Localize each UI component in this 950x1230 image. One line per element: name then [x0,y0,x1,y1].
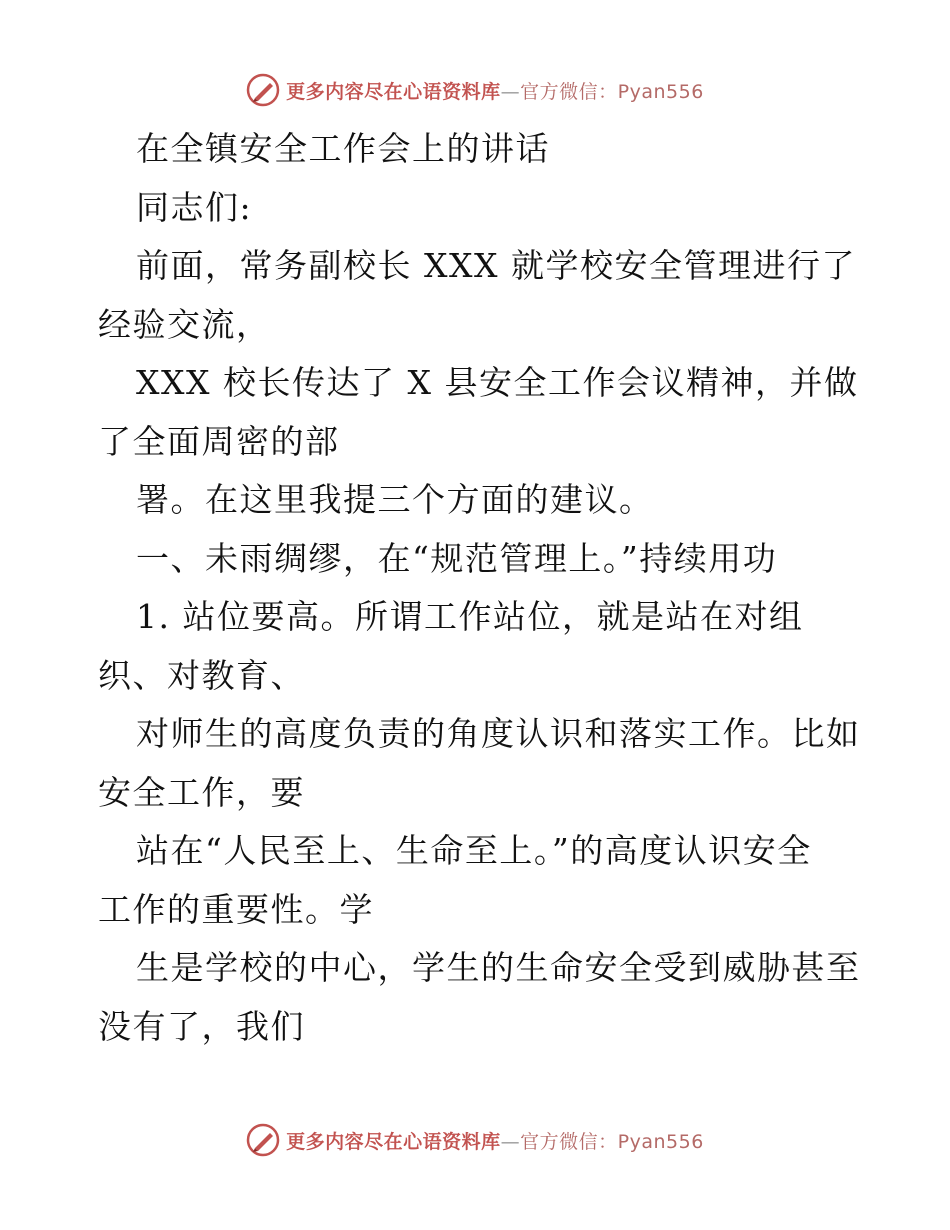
header-watermark [0,70,950,110]
document-body [98,120,868,1056]
text-line: 了全面周密的部 [98,421,340,461]
text-line: 织、对教育、 [98,655,305,695]
text-line: 站在“人民至上、生命至上。”的高度认识安全 [136,831,812,870]
quill-pen-logo-icon [246,1123,280,1157]
text-line: 没有了，我们 [98,1006,305,1046]
watermark-main: 更多内容尽在心语资料库 [286,1130,501,1153]
quill-pen-logo-icon [246,73,280,107]
footer-watermark [0,1120,950,1160]
text-line: 同志们: [136,187,253,227]
text-line: 对师生的高度负责的角度认识和落实工作。比如 [136,714,861,753]
text-line: 前面，常务副校长 XXX 就学校安全管理进行了 [136,246,856,285]
watermark-dash: — [500,80,521,103]
watermark-account: 官方微信：Pyan556 [520,1130,704,1153]
text-line: 一、未雨绸缪，在“规范管理上。”持续用功 [136,538,778,578]
text-line: 安全工作，要 [98,772,305,812]
text-line: 经验交流， [98,304,271,344]
watermark-account: 官方微信：Pyan556 [520,80,704,103]
text-line: 1. 站位要高。所谓工作站位，就是站在对组 [136,597,804,636]
text-line: 生是学校的中心，学生的生命安全受到威胁甚至 [136,948,861,987]
text-line: XXX 校长传达了 X 县安全工作会议精神，并做 [136,363,859,402]
watermark-text [286,77,704,104]
watermark-text [286,1127,704,1154]
watermark-dash: — [500,1130,521,1153]
text-line: 在全镇安全工作会上的讲话 [136,129,550,168]
watermark-group [246,73,704,107]
watermark-main: 更多内容尽在心语资料库 [286,80,501,103]
watermark-group [246,1123,704,1157]
text-line: 工作的重要性。学 [98,889,374,929]
text-line: 署。在这里我提三个方面的建议。 [136,480,654,519]
